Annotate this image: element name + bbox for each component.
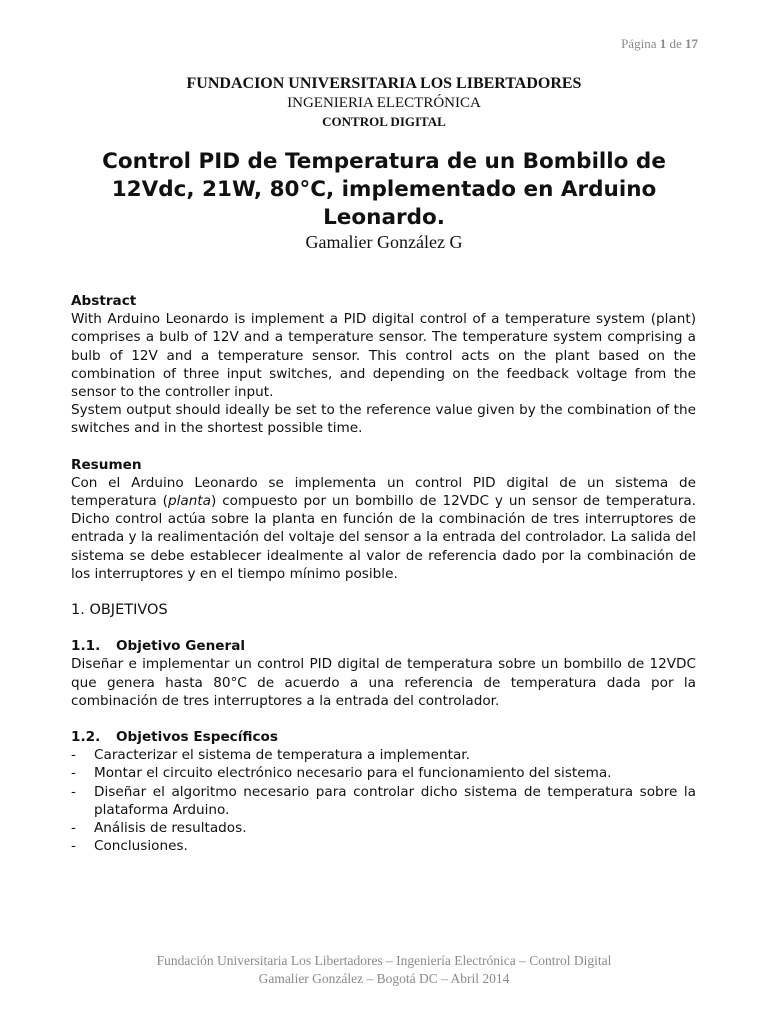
list-item	[71, 764, 696, 782]
objetivo-general-number: 1.1.	[71, 638, 101, 655]
list-item	[71, 819, 696, 837]
list-item-text: Caracterizar el sistema de temperatura a implementar.	[94, 747, 470, 764]
objetivo-general-text: Diseñar e implementar un control PID digital de temperatura sobre un bombillo de 12VDC que genera hasta 80°C de acuerdo a una referencia de temperatura dada por la combinación de tres interruptores a la entrada del controlador.	[71, 656, 696, 709]
author-name: Gamalier González G	[305, 232, 463, 252]
objetivos-especificos-number: 1.2.	[71, 729, 101, 746]
abstract-paragraph-1: With Arduino Leonardo is implement a PID digital control of a temperature system (plant) comprises a bulb of 12V and a temperature sensor. The temperature system comprising a bulb of 12V and a temperature sensor. This control acts on the plant based on the combination of three input switches, and depending on the feedback voltage from the sensor to the controller input.	[71, 311, 696, 401]
document-header	[0, 74, 768, 131]
list-item-text: Montar el circuito electrónico necesario para el funcionamiento del sistema.	[94, 765, 612, 782]
objetivo-general-title: Objetivo General	[116, 638, 246, 655]
objetivos-heading: 1. OBJETIVOS	[71, 602, 168, 619]
list-item-text: Diseñar el algoritmo necesario para controlar dicho sistema de temperatura sobre la plataforma Arduino.	[94, 783, 696, 818]
objetivos-especificos-title: Objetivos Específicos	[116, 729, 278, 746]
document-title: Control PID de Temperatura de un Bombillo de 12Vdc, 21W, 80°C, implementado en Arduino Leonardo.	[102, 149, 666, 230]
abstract-paragraph-2: System output should ideally be set to the reference value given by the combination of the switches and in the shortest possible time.	[71, 402, 696, 437]
list-bullet: -	[71, 820, 76, 837]
list-item-text: Análisis de resultados.	[94, 820, 247, 837]
course-name: CONTROL DIGITAL	[322, 114, 446, 129]
footer-line-1: Fundación Universitaria Los Libertadores – Ingeniería Electrónica – Control Digital	[156, 953, 612, 968]
list-item	[71, 837, 696, 855]
list-item	[71, 746, 696, 764]
abstract-heading: Abstract	[71, 293, 137, 309]
objetivo-general-heading	[71, 637, 696, 655]
resumen-text-italic: planta	[167, 493, 211, 510]
resumen-text-after: ) compuesto por un bombillo de 12VDC y un sensor de temperatura. Dicho control actúa sobre la planta en función de la combinación de tres interruptores de entrada y la realimentación del voltaje del sensor a la entrada del controlador. La salida del sistema se debe establecer idealmente al valor de referencia dado por la combinación de los interruptores y en el tiempo mínimo posible.	[71, 493, 696, 582]
document-body	[71, 292, 696, 855]
footer-line-2: Gamalier González – Bogotá DC – Abril 2014	[258, 971, 510, 986]
page-number	[621, 36, 698, 52]
list-bullet: -	[71, 765, 76, 782]
page-number-total: 17	[685, 36, 698, 51]
list-bullet: -	[71, 747, 76, 764]
department-name: INGENIERIA ELECTRÓNICA	[287, 95, 481, 111]
objetivos-especificos-list	[71, 746, 696, 855]
list-item	[71, 783, 696, 819]
page-number-middle: de	[669, 36, 682, 51]
resumen-paragraph	[71, 474, 696, 583]
page-number-current: 1	[659, 36, 667, 51]
list-bullet: -	[71, 783, 76, 800]
list-bullet: -	[71, 838, 76, 855]
resumen-heading: Resumen	[71, 456, 142, 473]
objetivos-especificos-heading	[71, 728, 696, 746]
resumen-text-before: Con el Arduino Leonardo se implementa un control PID digital de un sistema de temperatura (	[71, 474, 696, 510]
document-footer	[0, 952, 768, 988]
institution-name: FUNDACION UNIVERSITARIA LOS LIBERTADORES	[186, 75, 582, 92]
list-item-text: Conclusiones.	[94, 838, 188, 855]
page-number-prefix: Página	[621, 36, 657, 51]
